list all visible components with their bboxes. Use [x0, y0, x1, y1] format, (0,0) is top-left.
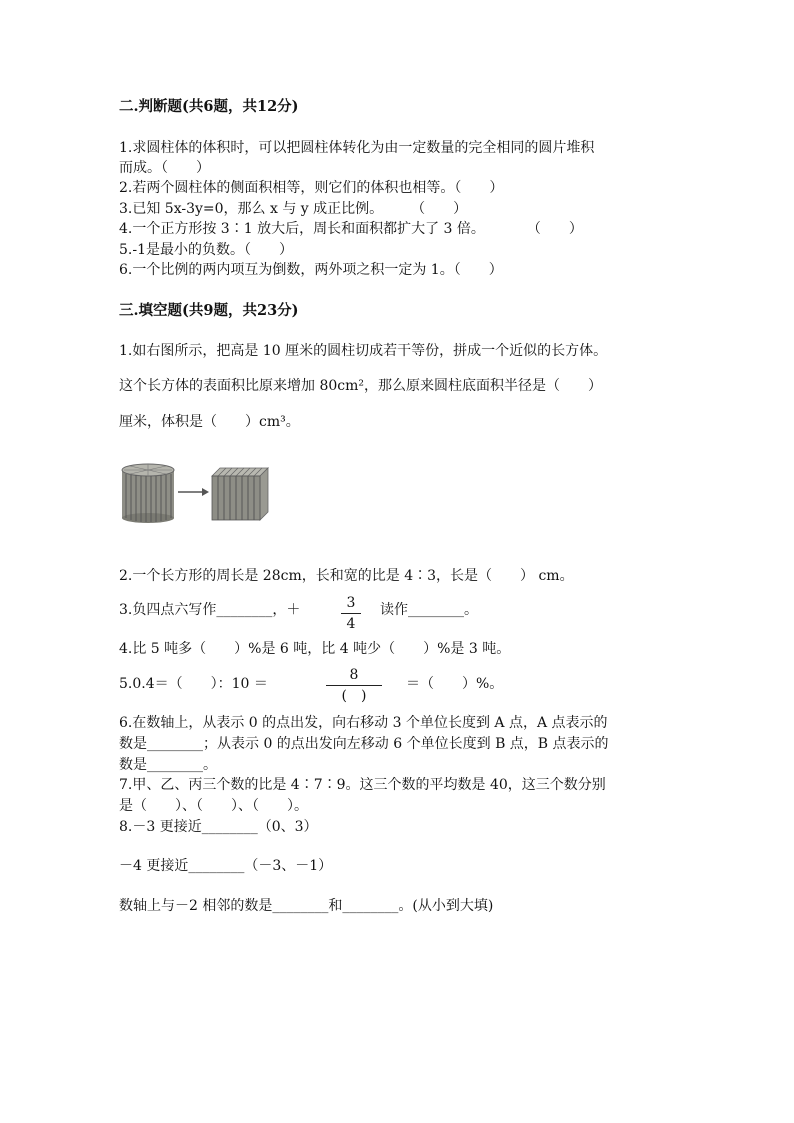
fraction-bar	[341, 613, 361, 614]
s3-q8-line1: 8.－3 更接近________（0、3）	[119, 819, 318, 835]
fraction-numerator: 3	[346, 595, 356, 611]
s3-q6-line2: 数是________；从表示 0 的点出发向左移动 6 个单位长度到 B 点，B 点表示的	[119, 736, 609, 752]
s3-q6-line3: 数是________。	[119, 757, 217, 773]
s3-q5-after: ＝（ ）%。	[406, 676, 504, 692]
s3-q7-line2: 是（ ）、（ ）、（ ）。	[119, 798, 308, 814]
s2-q2: 2.若两个圆柱体的侧面积相等，则它们的体积也相等。（ ）	[119, 180, 504, 196]
arrow-icon	[178, 488, 209, 496]
cylinder-image	[122, 464, 174, 523]
s3-q1-line3: 厘米，体积是（ ）cm³。	[119, 414, 300, 430]
s3-q6-line1: 6.在数轴上，从表示 0 的点出发，向右移动 3 个单位长度到 A 点，A 点表示的	[119, 715, 608, 731]
s3-q3-before: 3.负四点六写作________，＋	[119, 602, 301, 618]
s3-q1-line1: 1.如右图所示，把高是 10 厘米的圆柱切成若干等份，拼成一个近似的长方体。	[119, 343, 608, 359]
s3-q8-line3: 数轴上与－2 相邻的数是________和________。(从小到大填)	[119, 898, 494, 914]
s2-q3: 3.已知 5x-3y=0，那么 x 与 y 成正比例。 （ ）	[119, 201, 468, 217]
cuboid-image	[212, 468, 268, 520]
section2-heading: 二.判断题(共6题，共12分)	[119, 98, 299, 115]
s2-q6: 6.一个比例的两内项互为倒数，两外项之积一定为 1。（ ）	[119, 262, 503, 278]
s3-q5-before: 5.0.4＝（ ）：10 ＝	[119, 676, 268, 692]
s2-q4: 4.一个正方形按 3∶1 放大后，周长和面积都扩大了 3 倍。 （ ）	[119, 221, 583, 237]
s3-q1-line2: 这个长方体的表面积比原来增加 80cm²，那么原来圆柱底面积半径是（ ）	[119, 378, 602, 394]
s3-q2: 2.一个长方形的周长是 28cm，长和宽的比是 4∶3，长是（ ） cm。	[119, 568, 574, 584]
s2-q5: 5.-1是最小的负数。（ ）	[119, 242, 293, 258]
s3-q7-line1: 7.甲、乙、丙三个数的比是 4∶7∶9。这三个数的平均数是 40，这三个数分别	[119, 777, 606, 793]
fraction-denominator: ( )	[341, 688, 367, 704]
s3-q4: 4.比 5 吨多（ ）%是 6 吨，比 4 吨少（ ）%是 3 吨。	[119, 641, 511, 657]
fraction-denominator: 4	[346, 616, 356, 632]
s2-q1-line2: 而成。（ ）	[119, 160, 210, 176]
fraction-numerator: 8	[349, 667, 359, 683]
s3-q3-after: 读作________。	[380, 602, 478, 618]
s3-q5-fraction	[326, 666, 382, 705]
section3-heading: 三.填空题(共9题，共23分)	[119, 302, 299, 319]
cylinder-to-cuboid-figure	[120, 462, 270, 524]
s3-q8-line2: －4 更接近________（－3、－1）	[119, 858, 333, 874]
s2-q1-line1: 1.求圆柱体的体积时，可以把圆柱体转化为由一定数量的完全相同的圆片堆积	[119, 140, 595, 156]
s3-q3-fraction	[341, 594, 361, 633]
fraction-bar	[326, 685, 382, 686]
